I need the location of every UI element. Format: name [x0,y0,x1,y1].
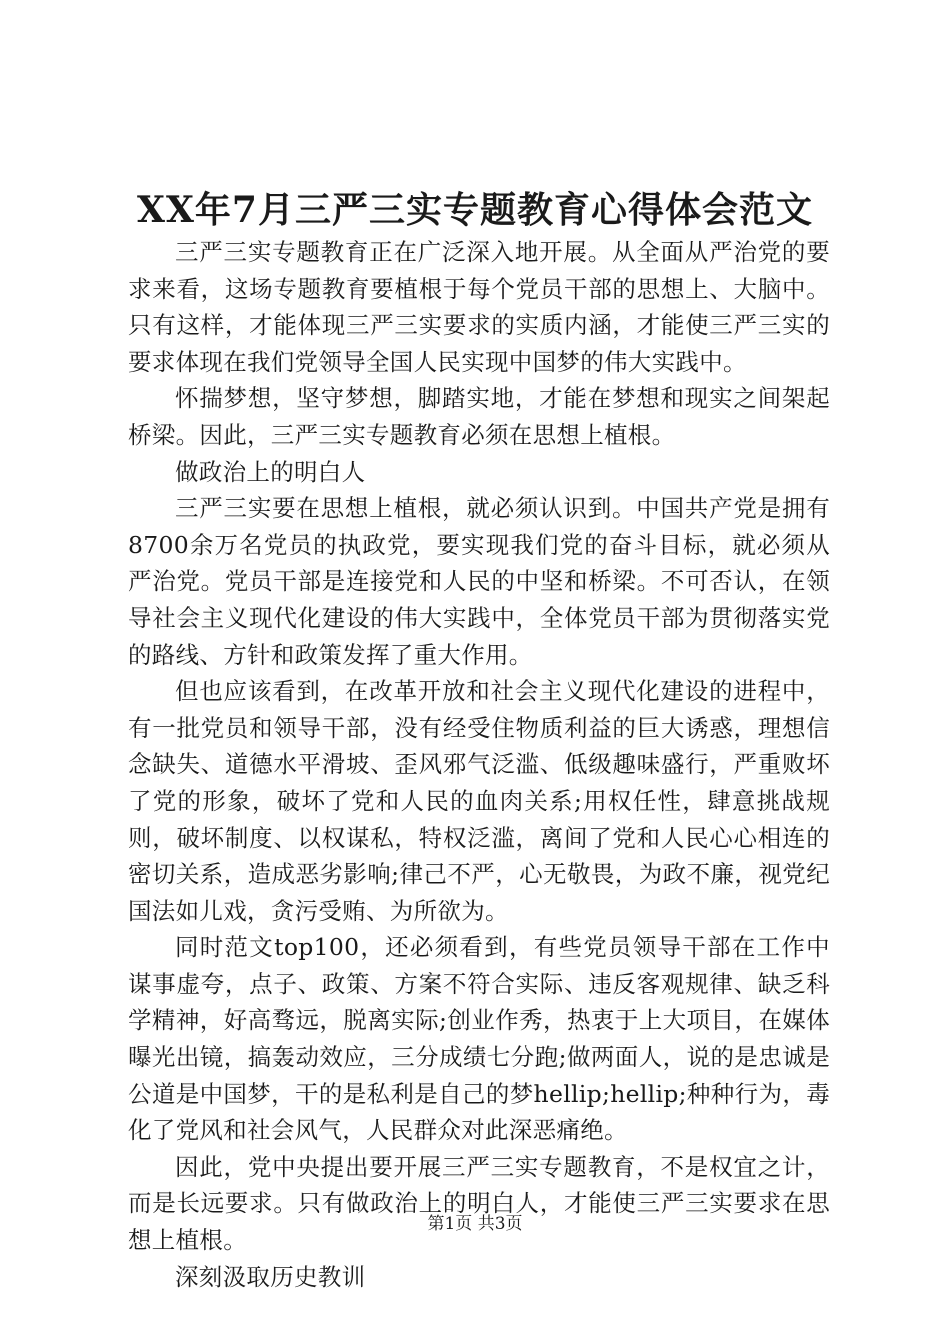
section-heading: 做政治上的明白人 [175,457,366,486]
paragraph: 因此，党中央提出要开展三严三实专题教育，不是权宜之计，而是长远要求。只有做政治上的明白人，才能使三严三实要求在思想上植根。 [128,1152,830,1255]
paragraph: 同时范文top100，还必须看到，有些党员领导干部在工作中谋事虚夸，点子、政策、方案不符合实际、违反客观规律、缺乏科学精神，好高骛远，脱离实际;创业作秀，热衷于上大项目，在媒体曝光出镜，搞轰动效应，三分成绩七分跑;做两面人，说的是忠诚是公道是中国梦，干的是私利是自己的梦hellip;hellip;种种行为，毒化了党风和社会风气，人民群众对此深恶痛绝。 [128,933,830,1145]
section-heading: 深刻汲取历史教训 [175,1262,366,1291]
paragraph: 但也应该看到，在改革开放和社会主义现代化建设的进程中，有一批党员和领导干部，没有经受住物质利益的巨大诱惑，理想信念缺失、道德水平滑坡、歪风邪气泛滥、低级趣味盛行，严重败坏了党的形象，破坏了党和人民的血肉关系;用权任性，肆意挑战规则，破坏制度、以权谋私，特权泛滥，离间了党和人民心心相连的密切关系，造成恶劣影响;律己不严，心无敬畏，为政不廉，视党纪国法如儿戏，贪污受贿、为所欲为。 [128,677,830,925]
document-body [128,234,830,1295]
document-title: XX年7月三严三实专题教育心得体会范文 [137,189,813,231]
page-footer: 第1页 共3页 [427,1214,523,1234]
paragraph: 怀揣梦想，坚守梦想，脚踏实地，才能在梦想和现实之间架起桥梁。因此，三严三实专题教育必须在思想上植根。 [128,384,830,449]
paragraph: 三严三实专题教育正在广泛深入地开展。从全面从严治党的要求来看，这场专题教育要植根于每个党员干部的思想上、大脑中。只有这样，才能体现三严三实要求的实质内涵，才能使三严三实的要求体现在我们党领导全国人民实现中国梦的伟大实践中。 [128,238,830,376]
paragraph: 三严三实要在思想上植根，就必须认识到。中国共产党是拥有8700余万名党员的执政党，要实现我们党的奋斗目标，就必须从严治党。党员干部是连接党和人民的中坚和桥梁。不可否认，在领导社会主义现代化建设的伟大实践中，全体党员干部为贯彻落实党的路线、方针和政策发挥了重大作用。 [128,494,830,669]
